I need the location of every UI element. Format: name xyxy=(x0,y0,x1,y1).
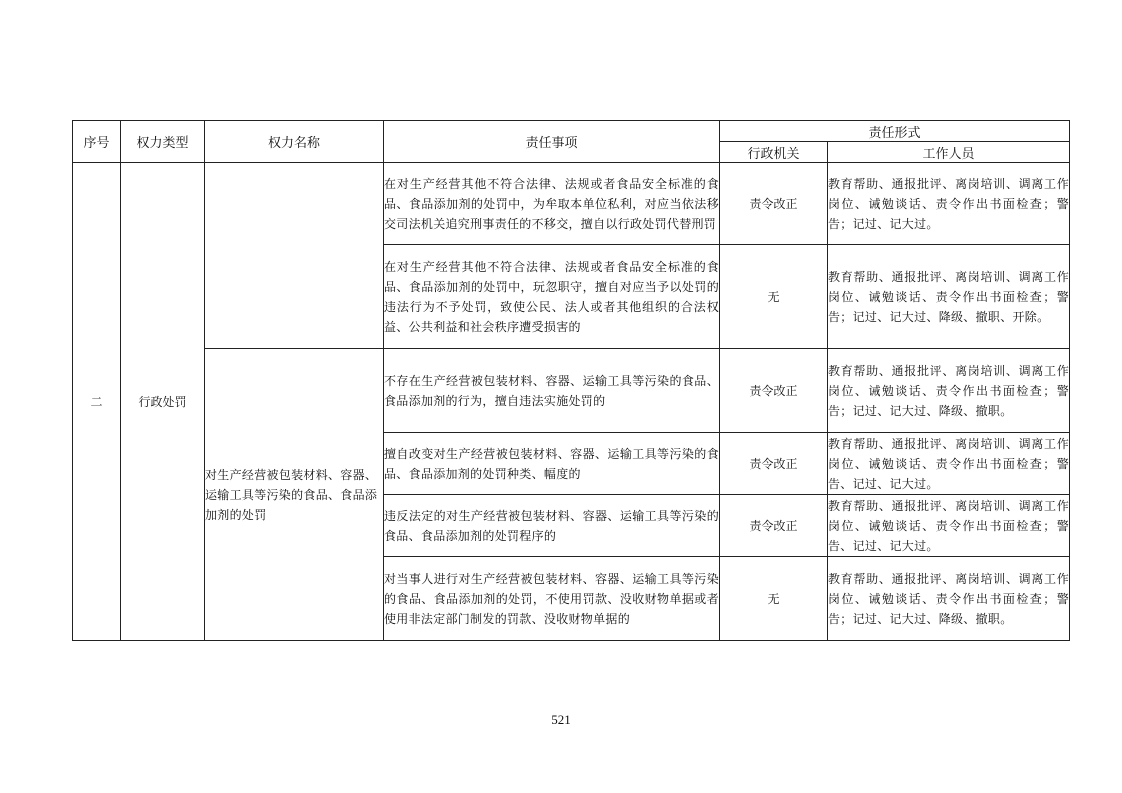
staff-form: 教育帮助、通报批评、离岗培训、调离工作岗位、诫勉谈话、责令作出书面检查；警告；记过、记大过。 xyxy=(828,163,1070,245)
responsibility-item: 不存在生产经营被包装材料、容器、运输工具等污染的食品、食品添加剂的行为，擅自违法实施处罚的 xyxy=(384,349,720,433)
staff-form: 教育帮助、通报批评、离岗培训、调离工作岗位、诫勉谈话、责令作出书面检查；警告；记过、记大过、降级、撤职。 xyxy=(828,557,1070,641)
header-responsibility: 责任事项 xyxy=(384,121,720,163)
table-row xyxy=(73,163,1070,245)
header-power-type: 权力类型 xyxy=(121,121,205,163)
power-type-cell: 行政处罚 xyxy=(121,163,205,641)
header-form: 责任形式 xyxy=(720,121,1070,142)
responsibility-item: 在对生产经营其他不符合法律、法规或者食品安全标准的食品、食品添加剂的处罚中，玩忽职守，擅自对应当予以处罚的违法行为不予处罚，致使公民、法人或者其他组织的合法权益、公共利益和社会秩序遭受损害的 xyxy=(384,245,720,349)
power-name-cell-1 xyxy=(205,163,384,349)
staff-form: 教育帮助、通报批评、离岗培训、调离工作岗位、诫勉谈话、责令作出书面检查；警告；记过、记大过、降级、撤职。 xyxy=(828,349,1070,433)
agency-form: 责令改正 xyxy=(720,349,828,433)
agency-form: 责令改正 xyxy=(720,433,828,495)
responsibility-item: 对当事人进行对生产经营被包装材料、容器、运输工具等污染的食品、食品添加剂的处罚，不使用罚款、没收财物单据或者使用非法定部门制发的罚款、没收财物单据的 xyxy=(384,557,720,641)
responsibility-item: 违反法定的对生产经营被包装材料、容器、运输工具等污染的食品、食品添加剂的处罚程序的 xyxy=(384,495,720,557)
agency-form: 无 xyxy=(720,557,828,641)
staff-form: 教育帮助、通报批评、离岗培训、调离工作岗位、诫勉谈话、责令作出书面检查；警告、记过、记大过。 xyxy=(828,495,1070,557)
staff-form: 教育帮助、通报批评、离岗培训、调离工作岗位、诫勉谈话、责令作出书面检查；警告、记过、记大过。 xyxy=(828,433,1070,495)
responsibility-table xyxy=(72,120,1070,641)
staff-form: 教育帮助、通报批评、离岗培训、调离工作岗位、诫勉谈话、责令作出书面检查；警告；记过、记大过、降级、撤职、开除。 xyxy=(828,245,1070,349)
header-power-name: 权力名称 xyxy=(205,121,384,163)
responsibility-item: 在对生产经营其他不符合法律、法规或者食品安全标准的食品、食品添加剂的处罚中，为牟取本单位私利，对应当依法移交司法机关追究刑事责任的不移交，擅自以行政处罚代替刑罚 xyxy=(384,163,720,245)
header-agency: 行政机关 xyxy=(720,142,828,163)
header-staff: 工作人员 xyxy=(828,142,1070,163)
agency-form: 责令改正 xyxy=(720,163,828,245)
power-name-cell-2: 对生产经营被包装材料、容器、运输工具等污染的食品、食品添加剂的处罚 xyxy=(205,349,384,641)
table-row xyxy=(73,349,1070,433)
responsibility-item: 擅自改变对生产经营被包装材料、容器、运输工具等污染的食品、食品添加剂的处罚种类、幅度的 xyxy=(384,433,720,495)
page-number: 521 xyxy=(551,712,571,727)
agency-form: 责令改正 xyxy=(720,495,828,557)
agency-form: 无 xyxy=(720,245,828,349)
seq-cell: 二 xyxy=(73,163,121,641)
header-seq: 序号 xyxy=(73,121,121,163)
header-row-1 xyxy=(73,121,1070,142)
